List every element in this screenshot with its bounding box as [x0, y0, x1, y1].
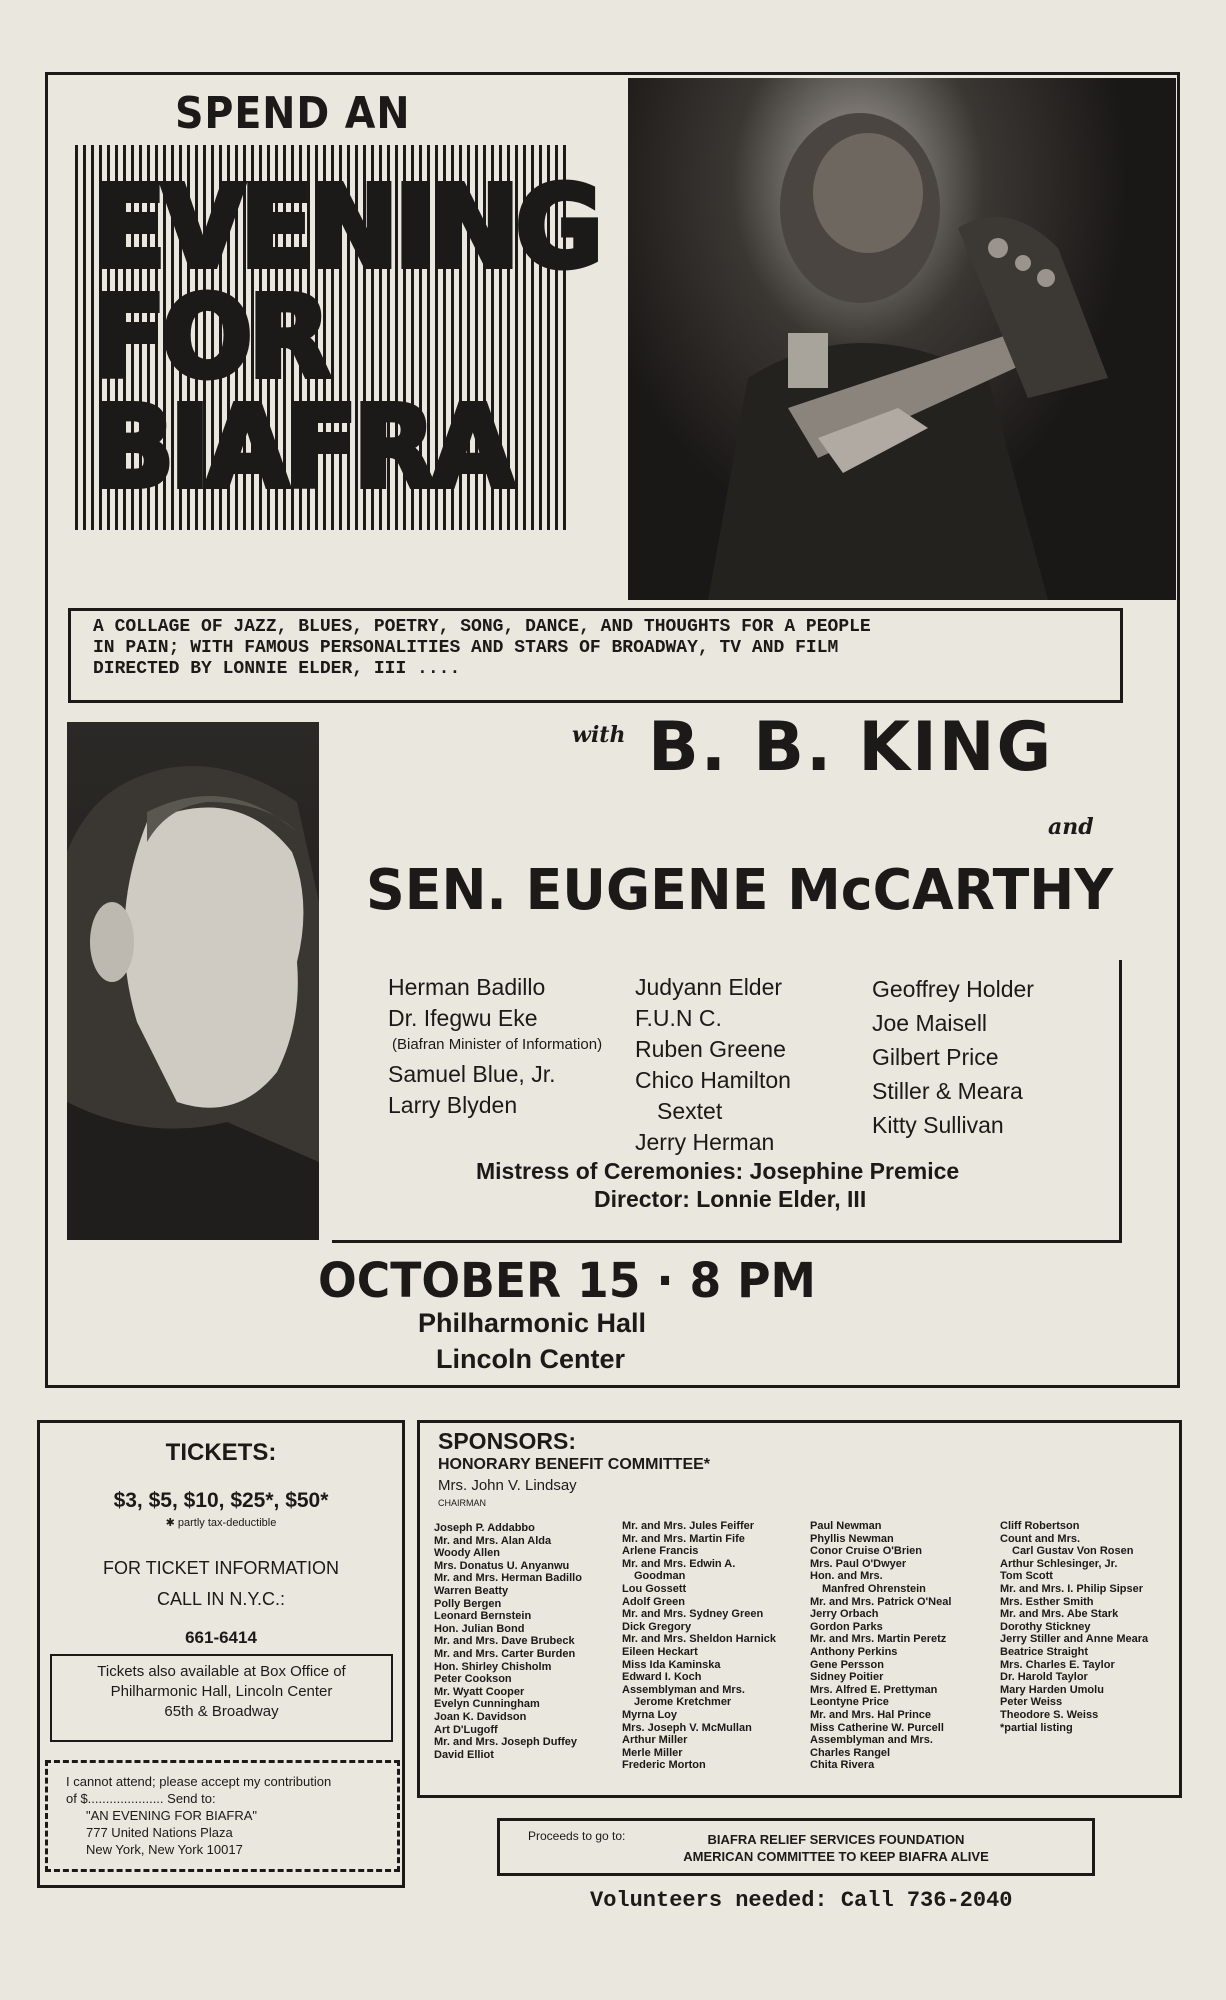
sponsors-column-4: [1000, 1520, 1148, 1734]
tickets-title: TICKETS:: [165, 1439, 277, 1466]
box-office-line: 65th & Broadway: [164, 1703, 279, 1720]
sponsor-name: Mrs. Esther Smith: [1000, 1595, 1094, 1608]
sponsor-name: Phyllis Newman: [810, 1532, 894, 1545]
performer: Ruben Greene: [635, 1036, 786, 1062]
sponsor-name: Mr. and Mrs. Sheldon Harnick: [622, 1633, 777, 1646]
performers-column-1: [388, 972, 602, 1121]
sponsor-name: Jerry Stiller and Anne Meara: [1000, 1633, 1149, 1646]
sponsor-name: Miss Catherine W. Purcell: [810, 1721, 944, 1734]
sponsor-name: Frederic Morton: [622, 1759, 706, 1772]
sponsor-name: *partial listing: [1000, 1721, 1073, 1734]
ticket-info-city: CALL IN N.Y.C.:: [156, 1589, 286, 1609]
sponsor-name: Arthur Schlesinger, Jr.: [1000, 1557, 1118, 1570]
sponsor-name: Conor Cruise O'Brien: [810, 1545, 923, 1558]
sponsor-name: Beatrice Straight: [1000, 1645, 1089, 1658]
performer: Gilbert Price: [872, 1044, 999, 1070]
sponsor-name: Mrs. Alfred E. Prettyman: [810, 1683, 938, 1696]
sponsor-name: Mr. and Mrs. Patrick O'Neal: [810, 1595, 952, 1608]
performers-column-3: [872, 972, 1034, 1142]
sponsor-name: Edward I. Koch: [622, 1671, 702, 1684]
logo-line-evening: EVENING: [93, 162, 600, 293]
performer: Chico Hamilton: [635, 1067, 791, 1093]
performer: Joe Maisell: [872, 1010, 988, 1036]
venue-center: Lincoln Center: [436, 1344, 626, 1374]
performer: Sextet: [657, 1098, 723, 1124]
sponsor-name: Joseph P. Addabbo: [434, 1522, 535, 1534]
sponsor-name: Chita Rivera: [810, 1759, 875, 1772]
sponsor-name: Jerry Orbach: [810, 1608, 879, 1621]
sponsor-name: Lou Gossett: [622, 1582, 687, 1595]
contribution-line: "AN EVENING FOR BIAFRA": [86, 1808, 258, 1823]
sponsors-column-1: [434, 1522, 582, 1761]
sponsor-name: Myrna Loy: [622, 1708, 678, 1721]
spend-an-heading: SPEND AN: [175, 88, 411, 139]
sponsors-column-2: [622, 1520, 776, 1772]
sponsor-name: Miss Ida Kaminska: [622, 1658, 721, 1671]
sponsor-name: Charles Rangel: [810, 1746, 891, 1759]
sponsor-name: Hon. Shirley Chisholm: [434, 1660, 552, 1673]
sponsor-name: Mrs. Charles E. Taylor: [1000, 1658, 1115, 1671]
collage-line-2: IN PAIN; WITH FAMOUS PERSONALITIES AND STARS OF BROADWAY, TV AND FILM: [93, 638, 839, 658]
sponsor-name: Warren Beatty: [434, 1584, 509, 1597]
logo-line-biafra: BIAFRA: [93, 382, 511, 513]
mistress-of-ceremonies: Mistress of Ceremonies: Josephine Premice: [476, 1158, 960, 1184]
performer: Geoffrey Holder: [872, 976, 1034, 1002]
sponsor-name: Goodman: [634, 1570, 686, 1583]
sponsor-name: Arlene Francis: [622, 1545, 699, 1558]
collage-line-1: A COLLAGE OF JAZZ, BLUES, POETRY, SONG, DANCE, AND THOUGHTS FOR A PEOPLE: [93, 617, 871, 637]
volunteers-call: Volunteers needed: Call 736-2040: [590, 1888, 1013, 1913]
performer: Stiller & Meara: [872, 1078, 1023, 1104]
sponsor-name: Mr. and Mrs. Jules Feiffer: [622, 1520, 755, 1532]
sponsor-name: Gordon Parks: [810, 1620, 883, 1633]
chair-title: CHAIRMAN: [438, 1498, 487, 1508]
committee-chair: Mrs. John V. Lindsay: [438, 1477, 577, 1494]
sponsor-name: Mr. and Mrs. Dave Brubeck: [434, 1635, 575, 1648]
performer: Dr. Ifegwu Eke: [388, 1005, 538, 1031]
sponsor-name: Tom Scott: [1000, 1570, 1053, 1583]
sponsor-name: Mrs. Paul O'Dwyer: [810, 1557, 907, 1570]
sponsors-column-3: [810, 1520, 951, 1772]
event-date-time: OCTOBER 15 · 8 PM: [318, 1253, 816, 1309]
contribution-line: New York, New York 10017: [86, 1842, 243, 1857]
performer: Jerry Herman: [635, 1129, 775, 1155]
box-office-line: Philharmonic Hall, Lincoln Center: [110, 1683, 333, 1700]
sponsor-name: Leontyne Price: [810, 1696, 889, 1709]
ticket-info-line: FOR TICKET INFORMATION: [102, 1558, 339, 1578]
proceeds-beneficiary-1: BIAFRA RELIEF SERVICES FOUNDATION: [707, 1832, 965, 1847]
performer: Herman Badillo: [388, 974, 546, 1000]
contribution-line: 777 United Nations Plaza: [86, 1825, 233, 1840]
sponsor-name: Dr. Harold Taylor: [1000, 1671, 1088, 1684]
sponsor-name: Gene Persson: [810, 1658, 884, 1671]
headliner-bb-king: B. B. KING: [648, 708, 1054, 787]
sponsor-name: Anthony Perkins: [810, 1645, 898, 1658]
logo-line-for: FOR: [93, 272, 327, 403]
performer-note: (Biafran Minister of Information): [392, 1036, 603, 1053]
performer: Kitty Sullivan: [872, 1112, 1004, 1138]
ticket-prices: $3, $5, $10, $25*, $50*: [113, 1489, 329, 1512]
performer: Larry Blyden: [388, 1092, 518, 1118]
sponsor-name: Woody Allen: [434, 1547, 500, 1560]
ticket-phone: 661-6414: [185, 1628, 257, 1647]
sponsors-title: SPONSORS:: [438, 1428, 577, 1454]
sponsor-name: Count and Mrs.: [1000, 1532, 1081, 1545]
sponsor-name: David Elliot: [434, 1748, 494, 1761]
sponsor-name: Mr. and Mrs. Martin Fife: [622, 1532, 745, 1545]
sponsor-name: Mrs. Donatus U. Anyanwu: [434, 1559, 570, 1572]
performer: Judyann Elder: [635, 974, 783, 1000]
sponsor-name: Theodore S. Weiss: [1000, 1708, 1099, 1721]
performers-column-2: [635, 972, 791, 1158]
and-label: and: [1048, 814, 1094, 840]
sponsor-name: Mr. and Mrs. Sydney Green: [622, 1608, 764, 1621]
box-office-box: [50, 1654, 393, 1742]
sponsor-name: Jerome Kretchmer: [634, 1696, 732, 1709]
sponsor-name: Dick Gregory: [622, 1620, 692, 1633]
tax-note: partly tax-deductible: [177, 1517, 277, 1529]
headliner-eugene-mccarthy: SEN. EUGENE McCARTHY: [366, 858, 1114, 923]
contribution-coupon: [45, 1760, 400, 1872]
venue-hall: Philharmonic Hall: [418, 1308, 647, 1338]
sponsor-name: Hon. Julian Bond: [434, 1622, 525, 1635]
asterisk-icon: ✱: [165, 1517, 178, 1529]
sponsor-name: Mr. and Mrs. Hal Prince: [810, 1708, 932, 1721]
proceeds-box: [497, 1818, 1095, 1876]
sponsor-name: Art D'Lugoff: [434, 1723, 498, 1736]
bb-king-photo: [628, 78, 1176, 600]
performer: F.U.N C.: [635, 1005, 722, 1031]
sponsor-name: Adolf Green: [622, 1595, 685, 1608]
sponsor-name: Eileen Heckart: [622, 1645, 698, 1658]
evening-for-biafra-logo: [75, 145, 600, 530]
sponsor-name: Merle Miller: [622, 1746, 683, 1759]
sponsor-name: Mr. and Mrs. Joseph Duffey: [434, 1736, 578, 1749]
proceeds-beneficiary-2: AMERICAN COMMITTEE TO KEEP BIAFRA ALIVE: [683, 1849, 989, 1864]
sponsor-name: Mr. and Mrs. Edwin A.: [622, 1557, 736, 1570]
sponsor-name: Mr. and Mrs. Martin Peretz: [810, 1633, 947, 1646]
sponsor-name: Sidney Poitier: [810, 1671, 884, 1684]
with-label: with: [572, 722, 626, 748]
sponsor-name: Arthur Miller: [622, 1734, 688, 1747]
collage-line-3: DIRECTED BY LONNIE ELDER, III ....: [93, 659, 461, 679]
sponsor-name: Joan K. Davidson: [434, 1710, 527, 1723]
sponsor-name: Mary Harden Umolu: [1000, 1683, 1104, 1696]
director-credit: Director: Lonnie Elder, III: [594, 1186, 867, 1212]
sponsor-name: Evelyn Cunningham: [434, 1698, 540, 1711]
performer: Samuel Blue, Jr.: [388, 1061, 556, 1087]
sponsor-name: Cliff Robertson: [1000, 1520, 1080, 1532]
contribution-line: I cannot attend; please accept my contribution: [66, 1774, 332, 1789]
contribution-line: of $..................... Send to:: [66, 1791, 216, 1806]
sponsor-name: Leonard Bernstein: [434, 1610, 532, 1623]
collage-description-box: [68, 608, 1123, 703]
sponsor-name: Assemblyman and Mrs.: [810, 1734, 933, 1747]
sponsor-name: Hon. and Mrs.: [810, 1570, 883, 1583]
sponsor-name: Mr. and Mrs. Alan Alda: [434, 1534, 552, 1547]
sponsor-name: Mr. and Mrs. I. Philip Sipser: [1000, 1582, 1144, 1595]
sponsor-name: Paul Newman: [810, 1520, 882, 1532]
sponsor-name: Mrs. Joseph V. McMullan: [622, 1721, 752, 1734]
sponsor-name: Assemblyman and Mrs.: [622, 1683, 745, 1696]
sponsor-name: Manfred Ohrenstein: [822, 1582, 926, 1595]
sponsor-name: Carl Gustav Von Rosen: [1012, 1545, 1134, 1558]
sponsor-name: Polly Bergen: [434, 1597, 502, 1610]
sponsor-name: Mr. and Mrs. Herman Badillo: [434, 1572, 582, 1585]
sponsor-name: Peter Weiss: [1000, 1696, 1063, 1709]
eugene-mccarthy-photo: [67, 722, 319, 1240]
sponsor-name: Mr. and Mrs. Abe Stark: [1000, 1608, 1119, 1621]
box-office-line: Tickets also available at Box Office of: [97, 1663, 346, 1680]
proceeds-label: Proceeds to go to:: [528, 1829, 626, 1843]
sponsor-name: Dorothy Stickney: [1000, 1620, 1091, 1633]
honorary-committee: HONORARY BENEFIT COMMITTEE*: [438, 1456, 711, 1473]
sponsor-name: Mr. and Mrs. Carter Burden: [434, 1647, 576, 1660]
sponsor-name: Mr. Wyatt Cooper: [434, 1685, 525, 1698]
sponsor-name: Peter Cookson: [434, 1673, 512, 1686]
